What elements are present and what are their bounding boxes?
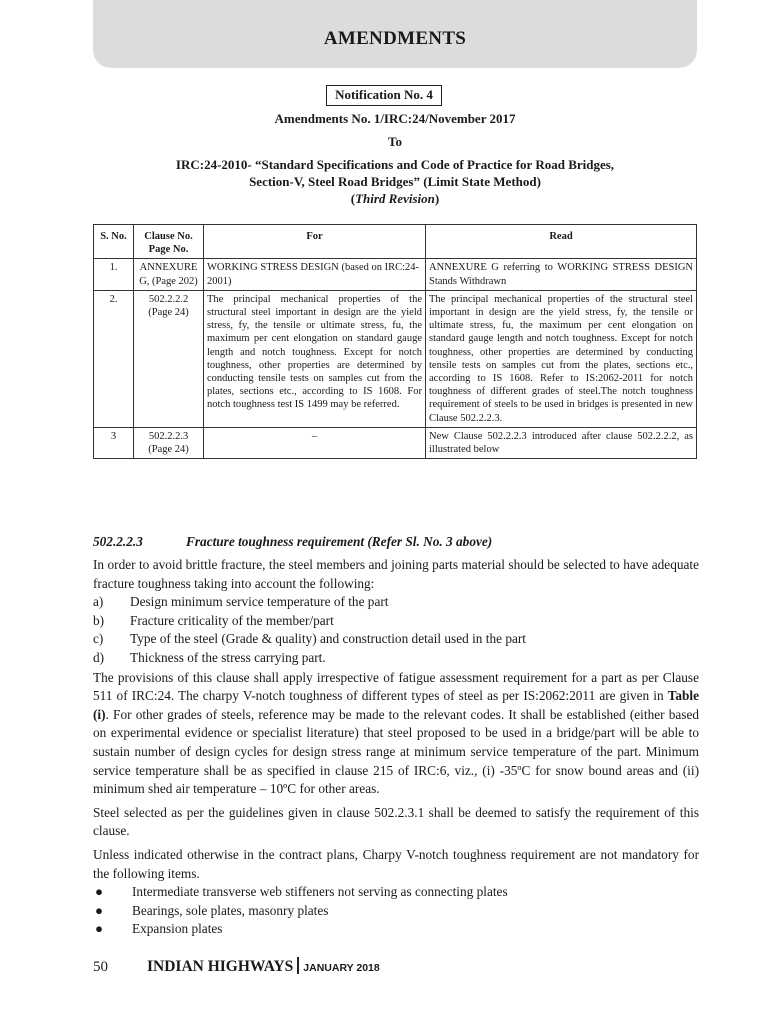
cell-clause: 502.2.2.2 (Page 24) — [134, 290, 204, 427]
list-marker: d) — [93, 649, 105, 665]
cell-read: ANNEXURE G referring to WORKING STRESS DESIGN Stands Withdrawn — [426, 259, 697, 290]
guideline-paragraph: Steel selected as per the guidelines given in clause 502.2.3.1 shall be deemed to satisfy the requirement of this clause. — [93, 804, 699, 839]
criteria-list — [93, 593, 699, 667]
header-band — [93, 0, 697, 68]
list-item — [93, 649, 699, 668]
exemption-list — [93, 883, 699, 939]
list-item — [93, 630, 699, 649]
bullet-text: Bearings, sole plates, masonry plates — [132, 902, 329, 918]
header-read: Read — [426, 225, 697, 259]
page-number: 50 — [93, 959, 108, 975]
magazine-name: INDIAN HIGHWAYS — [147, 958, 294, 975]
bullet-icon: ● — [95, 902, 104, 918]
list-marker: c) — [93, 631, 104, 647]
cell-clause: 502.2.2.3 (Page 24) — [134, 427, 204, 458]
notification-box — [0, 85, 768, 106]
bullet-icon: ● — [95, 884, 104, 900]
bullet-text: Intermediate transverse web stiffeners not serving as connecting plates — [132, 884, 508, 900]
list-text: Fracture criticality of the member/part — [130, 612, 334, 628]
standard-line-1: IRC:24-2010- “Standard Specifications and Code of Practice for Road Bridges, — [175, 157, 615, 172]
section-number: 502.2.2.3 — [93, 534, 143, 549]
table-header-row — [94, 225, 697, 259]
list-item — [93, 883, 699, 902]
list-marker: a) — [93, 594, 104, 610]
issue-date: JANUARY 2018 — [303, 962, 380, 974]
table-row — [94, 290, 697, 427]
page-footer — [93, 954, 380, 976]
standard-line-2: Section-V, Steel Road Bridges” (Limit State Method) — [249, 174, 541, 189]
exemption-paragraph: Unless indicated otherwise in the contract plans, Charpy V-notch toughness requirement are not mandatory for the following items. — [93, 846, 699, 881]
cell-sno: 3 — [94, 427, 134, 458]
header-sno: S. No. — [94, 225, 134, 259]
footer-divider — [297, 957, 299, 974]
notification-label: Notification No. 4 — [326, 85, 442, 106]
section-body — [93, 556, 699, 939]
amendment-table — [93, 224, 697, 459]
intro-paragraph: In order to avoid brittle fracture, the steel members and joining parts material should be selected to have adequate fracture toughness taking into account the following: — [93, 557, 699, 591]
provisions-text-b: . For other grades of steels, reference may be made to the relevant codes. It shall be established (either based on experimental evidence or specialist literature) that steel proposed to be used in a bridge/part will be able to sustain number of design cycles for design stress range at minimum service temperature of the part. Minimum service temperature shall be as specified in clause 215 of IRC:6, viz., (i) -35ºC for snow bound areas and (ii) minimum shed air temperature – 10ºC for other areas. — [93, 706, 699, 797]
cell-read: The principal mechanical properties of the structural steel important in design are the yield stress, fy, the tensile or ultimate stress, fu, the maximum per cent elongation on standard gauge length and notch toughness. Except for notch toughness, other properties are determined by conducting tensile tests on samples cut from the plates, sections etc., according to IS 1608. Refer to IS:2062-2011 for notch toughness of different grades of steel.The notch toughness requirement of steels to be used in bridges is presented in new Clause 502.2.2.3. — [426, 290, 697, 427]
provisions-paragraph — [93, 669, 699, 799]
list-marker: b) — [93, 612, 105, 628]
list-item — [93, 593, 699, 612]
revision-text: Third Revision — [355, 191, 435, 206]
list-text: Thickness of the stress carrying part. — [130, 649, 326, 665]
bullet-icon: ● — [95, 921, 104, 937]
header-clause: Clause No. Page No. — [134, 225, 204, 259]
cell-read: New Clause 502.2.2.3 introduced after clause 502.2.2.2, as illustrated below — [426, 427, 697, 458]
amendment-line: Amendments No. 1/IRC:24/November 2017 — [274, 111, 516, 126]
table-row — [94, 259, 697, 290]
list-item — [93, 902, 699, 921]
cell-sno: 2. — [94, 290, 134, 427]
table-reference: Table (i) — [93, 688, 699, 722]
table-row — [94, 427, 697, 458]
list-text: Type of the steel (Grade & quality) and construction detail used in the part — [130, 631, 527, 647]
list-item — [93, 920, 699, 939]
header-for: For — [204, 225, 426, 259]
to-line: To — [388, 134, 402, 149]
list-item — [93, 612, 699, 631]
cell-sno: 1. — [94, 259, 134, 290]
cell-for: – — [204, 427, 426, 458]
list-text: Design minimum service temperature of the part — [130, 594, 389, 610]
page-title: AMENDMENTS — [323, 28, 467, 49]
cell-for: WORKING STRESS DESIGN (based on IRC:24-2001) — [204, 259, 426, 290]
revision-line: (Third Revision) — [350, 191, 440, 206]
cell-clause: ANNEXURE G, (Page 202) — [134, 259, 204, 290]
bullet-text: Expansion plates — [132, 921, 223, 937]
section-title: Fracture toughness requirement (Refer Sl. No. 3 above) — [186, 534, 493, 549]
cell-for: The principal mechanical properties of the structural steel important in design are the yield stress, fy, the tensile or ultimate stress, fu, the maximum per cent elongation on standard gauge length and notch toughness. Except for notch toughness, other properties are determined by conducting tensile tests on samples cut from the plates, sections etc., according to IS 1608. For notch toughness test IS 1499 may be referred. — [204, 290, 426, 427]
section-heading — [93, 534, 492, 550]
provisions-text-a: The provisions of this clause shall apply irrespective of fatigue assessment requirement for a part as per Clause 511 of IRC:24. The charpy V-notch toughness of different types of steel as per IS:2062:2011 are given in — [93, 669, 699, 704]
